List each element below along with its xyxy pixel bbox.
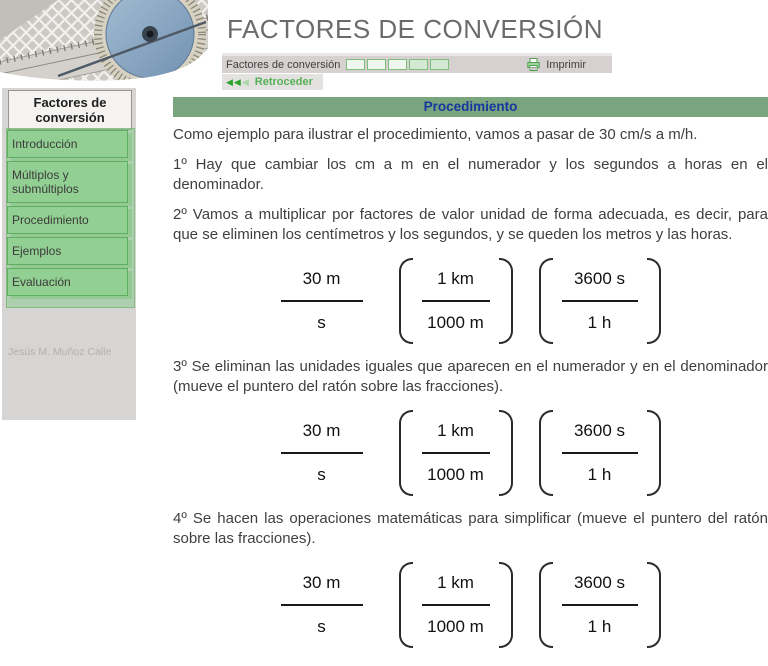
- fraction-numerator: 3600 s: [573, 421, 626, 440]
- instruments-photo: [0, 0, 208, 88]
- fraction-numerator: 1 km: [437, 573, 474, 592]
- right-paren-icon: [647, 562, 661, 648]
- equation-row-2: [173, 407, 768, 499]
- printer-icon: [527, 58, 540, 71]
- fraction-denominator: s: [317, 617, 326, 636]
- nav-step-box[interactable]: [367, 59, 386, 70]
- sidebar-item-evaluacion[interactable]: Evaluación: [7, 268, 128, 296]
- sidebar-menu: [7, 130, 128, 299]
- toolbar: [222, 53, 612, 73]
- equation-row-1: [173, 255, 768, 347]
- left-paren-icon: [399, 562, 413, 648]
- step-4-paragraph: 4º Se hacen las operaciones matemáticas para simplificar (mueve el puntero del ratón sobre las fracciones).: [173, 510, 768, 547]
- fraction-30m-s[interactable]: [281, 573, 363, 637]
- sidebar-item-procedimiento[interactable]: Procedimiento: [7, 206, 128, 234]
- fraction-30m-s[interactable]: [281, 269, 363, 333]
- fraction-1km-1000m[interactable]: [399, 410, 513, 496]
- sidebar-title: Factores de conversión: [8, 90, 132, 130]
- nav-step-box[interactable]: [409, 59, 428, 70]
- nav-step-box[interactable]: [346, 59, 365, 70]
- right-paren-icon: [499, 410, 513, 496]
- back-button[interactable]: [222, 74, 323, 90]
- fraction-numerator: 30 m: [302, 269, 341, 288]
- fraction-denominator: s: [317, 313, 326, 332]
- sidebar-item-multiplos[interactable]: Múltiplos y submúltiplos: [7, 161, 128, 203]
- left-paren-icon: [399, 258, 413, 344]
- nav-step-box[interactable]: [388, 59, 407, 70]
- left-arrow-icon: ◀: [241, 77, 249, 87]
- fraction-numerator: 1 km: [437, 269, 474, 288]
- right-paren-icon: [499, 258, 513, 344]
- protractor-ruler-image: [0, 0, 208, 88]
- step-1-paragraph: 1º Hay que cambiar los cm a m en el numerador y los segundos a horas en el denominador.: [173, 156, 768, 193]
- section-header: Procedimiento: [173, 97, 768, 117]
- author-credit: Jesús M. Muñoz Calle: [8, 346, 112, 358]
- right-paren-icon: [499, 562, 513, 648]
- fraction-denominator: 1000 m: [427, 465, 484, 484]
- fraction-denominator: 1 h: [587, 617, 612, 636]
- left-paren-icon: [399, 410, 413, 496]
- fraction-1km-1000m[interactable]: [399, 562, 513, 648]
- fraction-3600s-1h[interactable]: [539, 258, 661, 344]
- step-3-paragraph: 3º Se eliminan las unidades iguales que aparecen en el numerador y en el denominador (mueve el puntero del ratón sobre las fracciones).: [173, 358, 768, 395]
- sidebar-item-introduccion[interactable]: Introducción: [7, 130, 128, 158]
- sidebar-item-ejemplos[interactable]: Ejemplos: [7, 237, 128, 265]
- fraction-3600s-1h[interactable]: [539, 562, 661, 648]
- nav-step-box[interactable]: [430, 59, 449, 70]
- back-label: Retroceder: [254, 76, 313, 88]
- fraction-3600s-1h[interactable]: [539, 410, 661, 496]
- fraction-denominator: 1000 m: [427, 313, 484, 332]
- intro-paragraph: Como ejemplo para ilustrar el procedimiento, vamos a pasar de 30 cm/s a m/h.: [173, 126, 698, 143]
- left-paren-icon: [539, 410, 553, 496]
- breadcrumb: Factores de conversión: [226, 58, 341, 71]
- step-2-paragraph: 2º Vamos a multiplicar por factores de valor unidad de forma adecuada, es decir, para que se eliminen los centímetros y los segundos, y se queden los metros y las horas.: [173, 206, 768, 243]
- main-content: [173, 97, 768, 657]
- left-arrow-icon: ◀: [226, 77, 233, 87]
- right-paren-icon: [647, 258, 661, 344]
- fraction-denominator: 1 h: [587, 313, 612, 332]
- left-arrow-icon: ◀: [233, 77, 241, 87]
- page-title: FACTORES DE CONVERSIÓN: [227, 14, 604, 44]
- fraction-numerator: 30 m: [302, 421, 341, 440]
- right-paren-icon: [647, 410, 661, 496]
- print-button[interactable]: [527, 58, 612, 71]
- fraction-numerator: 30 m: [302, 573, 341, 592]
- sidebar: [2, 88, 136, 420]
- fraction-numerator: 3600 s: [573, 269, 626, 288]
- print-label: Imprimir: [546, 58, 586, 71]
- fraction-denominator: s: [317, 465, 326, 484]
- left-paren-icon: [539, 258, 553, 344]
- fraction-denominator: 1000 m: [427, 617, 484, 636]
- fraction-1km-1000m[interactable]: [399, 258, 513, 344]
- fraction-numerator: 1 km: [437, 421, 474, 440]
- fraction-numerator: 3600 s: [573, 573, 626, 592]
- left-paren-icon: [539, 562, 553, 648]
- equation-row-3: [173, 559, 768, 651]
- fraction-30m-s[interactable]: [281, 421, 363, 485]
- nav-step-boxes: [346, 59, 449, 70]
- fraction-denominator: 1 h: [587, 465, 612, 484]
